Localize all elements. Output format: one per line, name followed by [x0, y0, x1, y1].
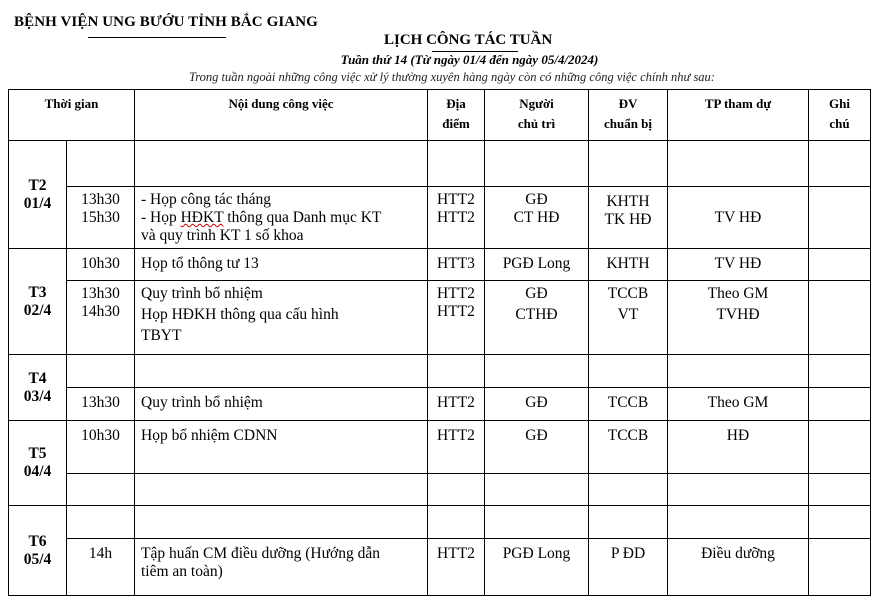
table-row [9, 141, 871, 187]
table-row [9, 421, 871, 474]
content-part: thông qua Danh mục KT [223, 209, 382, 226]
content-part: - Họp [141, 209, 181, 226]
day-name: T5 [28, 445, 47, 462]
attend-cell: HĐ [668, 421, 809, 474]
content-line: Họp HĐKH thông qua cấu hình [141, 306, 339, 323]
day-cell-t6 [9, 506, 67, 596]
col-place-line2: điểm [442, 116, 470, 131]
chair-cell: PGĐ Long [485, 249, 589, 281]
day-cell-t4 [9, 355, 67, 421]
day-date: 01/4 [23, 194, 52, 212]
table-row [9, 187, 871, 249]
content-line: tiêm an toàn) [141, 563, 223, 580]
chair-value: GĐ [525, 191, 548, 208]
place-value: HTT2 [437, 303, 475, 320]
time-cell: 13h30 [67, 388, 135, 421]
time-value: 15h30 [81, 209, 120, 226]
time-cell [67, 187, 135, 249]
col-chair [485, 90, 589, 141]
attend-cell: TV HĐ [668, 249, 809, 281]
col-attend: TP tham dự [668, 90, 809, 141]
table-row [9, 355, 871, 388]
col-note-line1: Ghi [829, 96, 850, 111]
col-place [428, 90, 485, 141]
content-line: Quy trình bổ nhiệm [141, 285, 263, 302]
unit-cell: P ĐD [589, 539, 668, 596]
col-note-line2: chú [829, 116, 850, 131]
day-date: 03/4 [23, 387, 52, 405]
content-cell: Họp bổ nhiệm CDNN [135, 421, 428, 474]
day-date: 05/4 [23, 550, 52, 568]
col-chair-line1: Người [519, 96, 554, 111]
col-chair-line2: chủ trì [517, 116, 556, 131]
unit-cell: TCCB [589, 388, 668, 421]
day-date: 02/4 [23, 301, 52, 319]
attend-value: Theo GM [707, 285, 769, 302]
note-cell [809, 421, 871, 474]
place-cell [428, 187, 485, 249]
day-cell-t5 [9, 421, 67, 506]
unit-value: TCCB [607, 285, 649, 302]
attend-value: TVHĐ [716, 306, 760, 323]
chair-value: CT HĐ [513, 209, 560, 226]
unit-cell: TCCB [589, 421, 668, 474]
content-cell [135, 281, 428, 355]
attend-cell [668, 281, 809, 355]
time-value: 13h30 [81, 285, 120, 302]
table-row [9, 249, 871, 281]
day-cell-t3 [9, 249, 67, 355]
col-unit-line2: chuẩn bị [603, 116, 653, 131]
page-title: LỊCH CÔNG TÁC TUẦN [384, 32, 553, 48]
chair-cell: GĐ [485, 421, 589, 474]
content-cell [135, 187, 428, 249]
place-value: HTT2 [437, 191, 475, 208]
header-row [9, 90, 871, 141]
day-name: T4 [28, 369, 47, 387]
note-cell [809, 249, 871, 281]
content-line: và quy trình KT 1 số khoa [141, 227, 304, 244]
place-value: HTT2 [437, 285, 475, 302]
schedule-table [8, 89, 871, 596]
day-date: 04/4 [23, 463, 52, 480]
day-cell-t2 [9, 141, 67, 249]
day-name: T3 [28, 283, 47, 301]
content-line: Tập huấn CM điều dưỡng (Hướng dẫn [141, 545, 380, 562]
content-line: - Họp công tác tháng [141, 191, 271, 208]
content-cell [135, 539, 428, 596]
attend-cell: Điều dưỡng [668, 539, 809, 596]
unit-cell: KHTH [589, 249, 668, 281]
note-cell [809, 388, 871, 421]
week-subtitle: Tuần thứ 14 (Từ ngày 01/4 đến ngày 05/4/2024) [340, 52, 599, 67]
time-cell: 14h [67, 539, 135, 596]
time-cell [67, 281, 135, 355]
attend-cell: TV HĐ [668, 187, 809, 249]
col-place-line1: Địa [446, 96, 466, 111]
hospital-underline [88, 37, 226, 38]
chair-cell: GĐ [485, 388, 589, 421]
col-note [809, 90, 871, 141]
chair-value: CTHĐ [515, 306, 558, 323]
unit-cell [589, 281, 668, 355]
content-line [141, 209, 423, 227]
table-row [9, 474, 871, 506]
attend-cell: Theo GM [668, 388, 809, 421]
col-time: Thời gian [9, 90, 135, 141]
place-cell: HTT2 [428, 421, 485, 474]
place-cell [428, 281, 485, 355]
table-row [9, 506, 871, 539]
note-cell [809, 281, 871, 355]
day-name: T2 [28, 176, 47, 194]
note-cell [809, 187, 871, 249]
intro-text: Trong tuần ngoài những công việc xử lý thường xuyên hàng ngày còn có những công việc chính như sau: [189, 70, 715, 84]
chair-value: GĐ [525, 285, 548, 302]
day-name: T6 [28, 532, 47, 550]
col-unit-line1: ĐV [618, 96, 638, 111]
place-cell: HTT2 [428, 539, 485, 596]
unit-cell [589, 187, 668, 249]
place-cell: HTT2 [428, 388, 485, 421]
content-line: TBYT [141, 327, 182, 344]
table-row [9, 281, 871, 355]
unit-value: VT [617, 306, 639, 323]
content-part-misspelled: HĐKT [180, 209, 224, 226]
table-row [9, 388, 871, 421]
chair-cell: PGĐ Long [485, 539, 589, 596]
content-cell: Quy trình bổ nhiệm [135, 388, 428, 421]
place-cell: HTT3 [428, 249, 485, 281]
chair-cell [485, 187, 589, 249]
time-value: 13h30 [81, 191, 120, 208]
unit-value: TK HĐ [604, 211, 652, 228]
col-content: Nội dung công việc [135, 90, 428, 141]
time-value: 14h30 [81, 303, 120, 320]
table-row [9, 539, 871, 596]
place-value: HTT2 [437, 209, 475, 226]
col-unit [589, 90, 668, 141]
content-cell: Họp tổ thông tư 13 [135, 249, 428, 281]
time-cell: 10h30 [67, 249, 135, 281]
note-cell [809, 539, 871, 596]
unit-value: KHTH [606, 193, 650, 210]
time-cell: 10h30 [67, 421, 135, 474]
hospital-name: BỆNH VIỆN UNG BƯỚU TỈNH BẮC GIANG [14, 14, 318, 30]
chair-cell [485, 281, 589, 355]
